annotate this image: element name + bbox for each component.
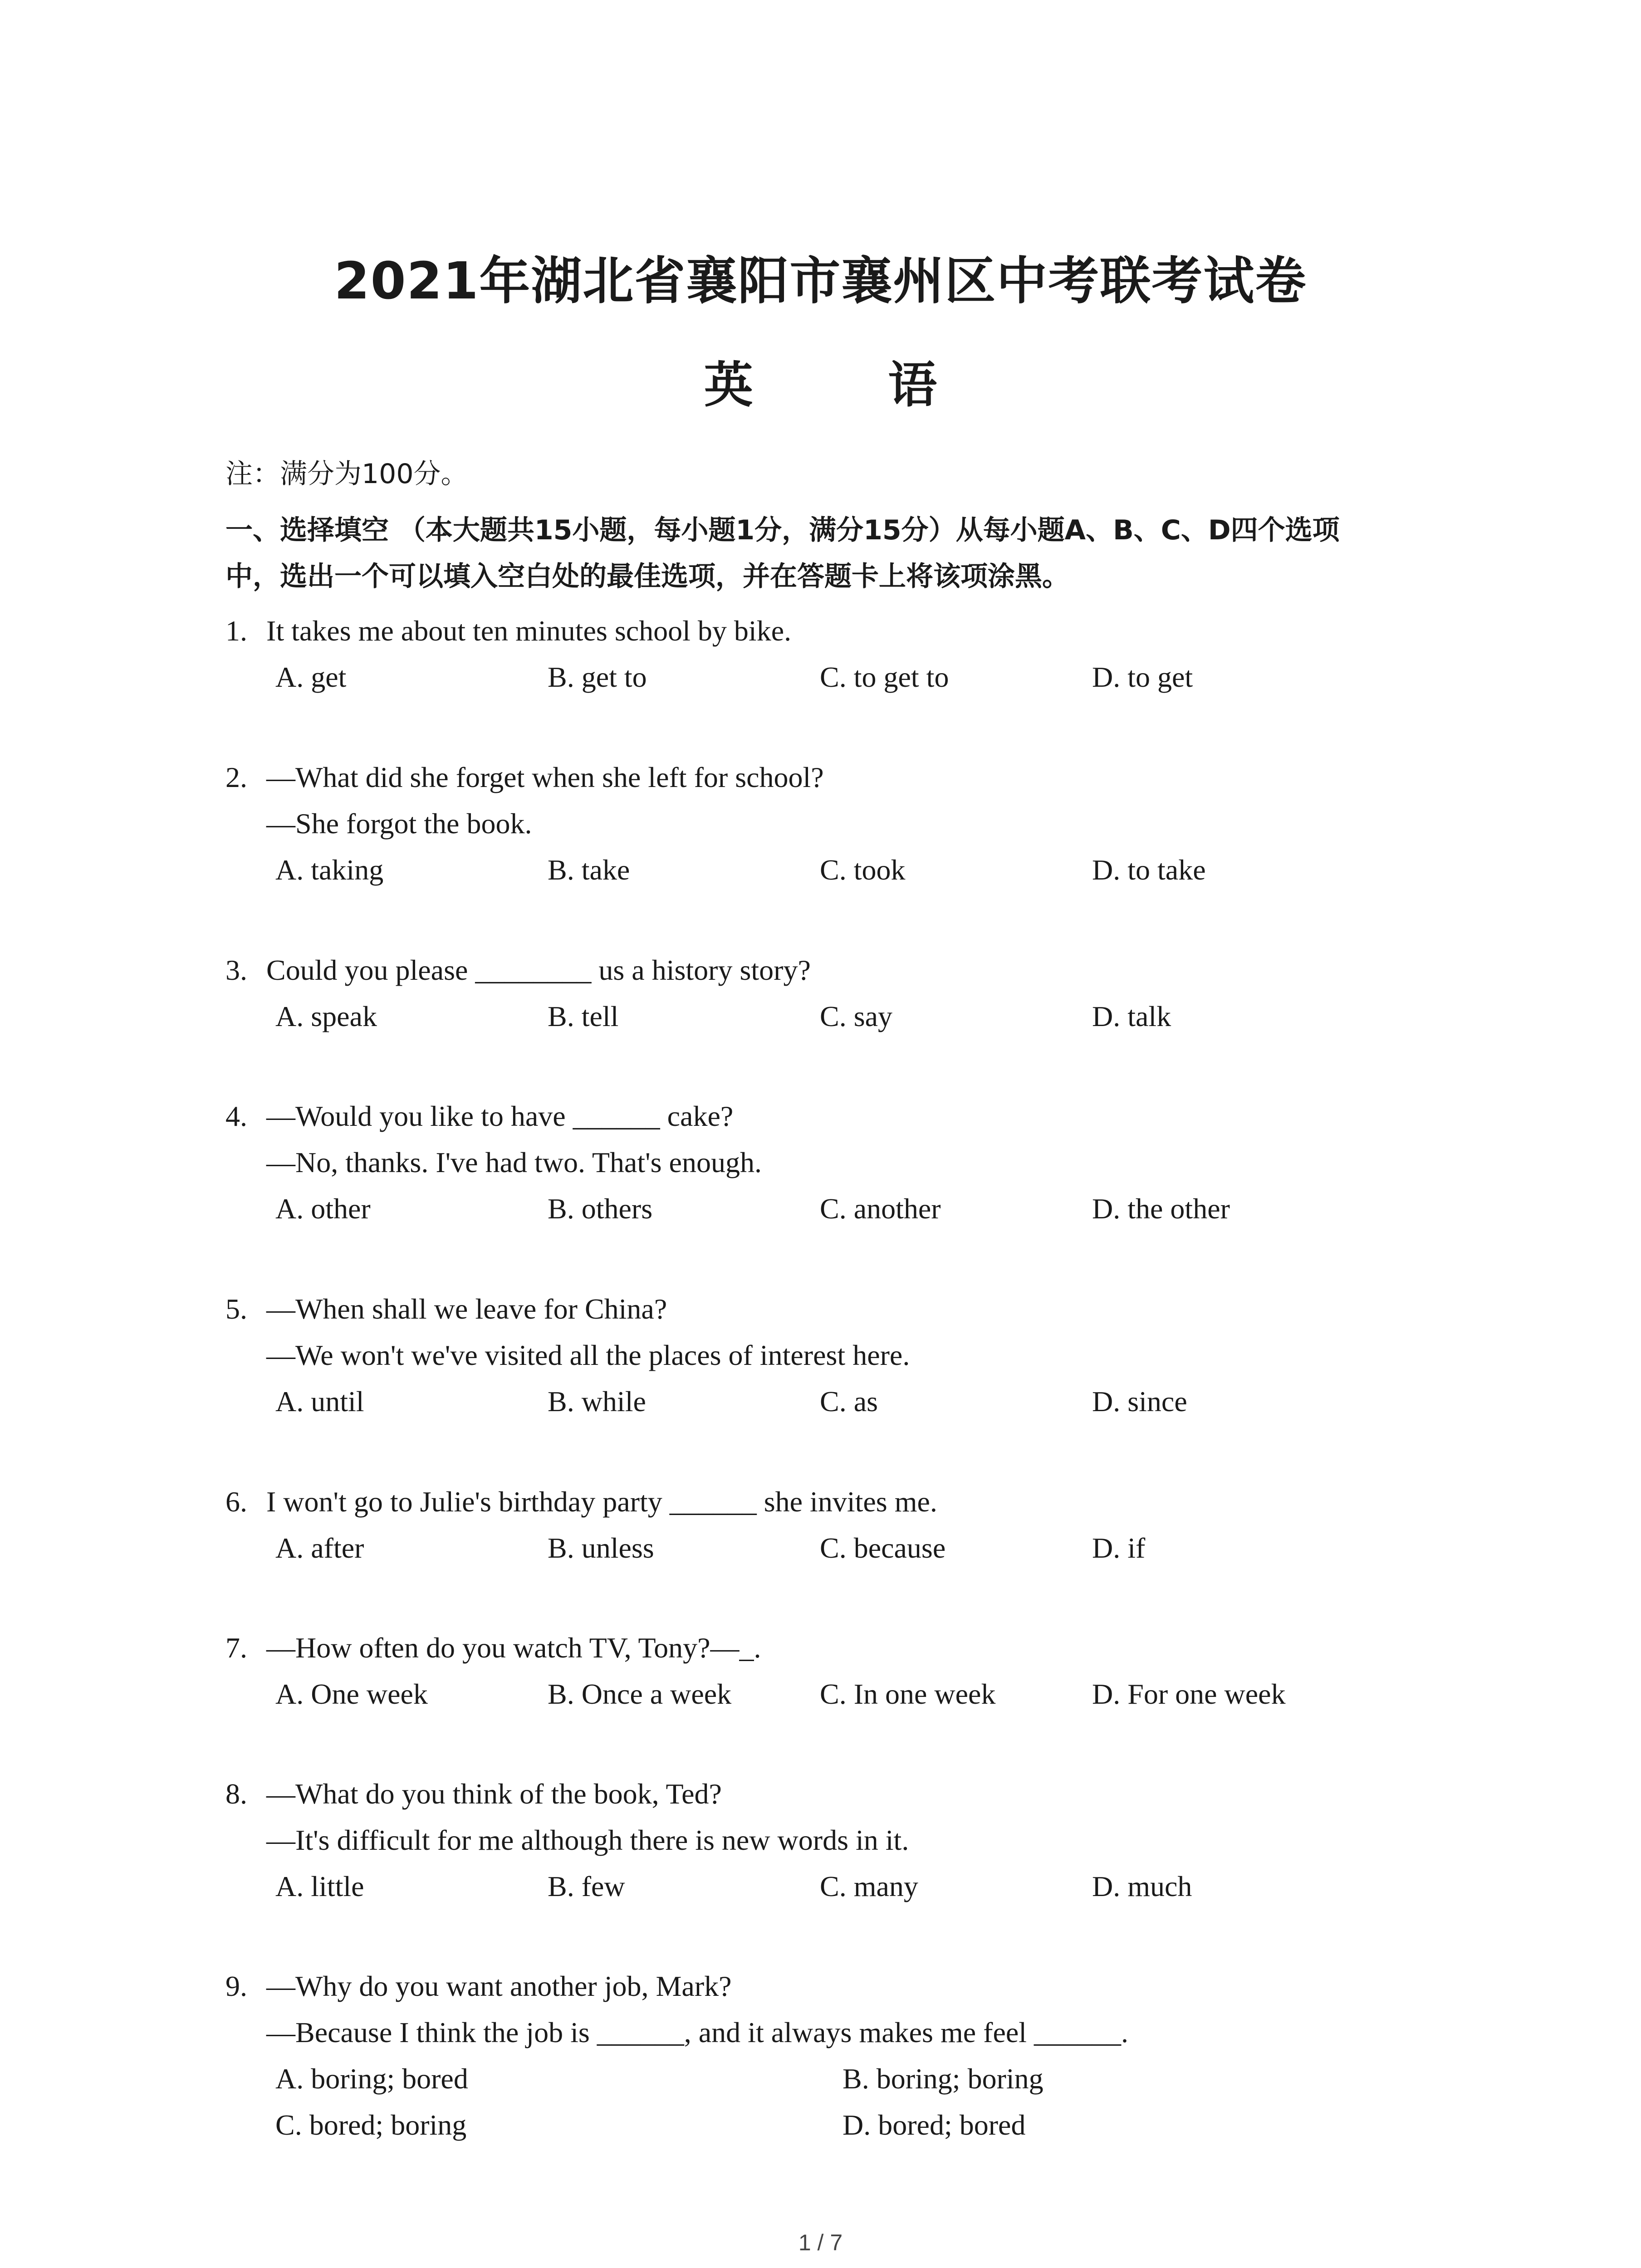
options-row bbox=[225, 654, 1450, 700]
question-8 bbox=[225, 1771, 1450, 1910]
question-2 bbox=[225, 754, 1450, 893]
option-b: B. few bbox=[548, 1870, 625, 1902]
question-number: 3. bbox=[225, 954, 247, 986]
option-a: A. until bbox=[275, 1385, 364, 1418]
question-text: —It's difficult for me although there is new words in it. bbox=[266, 1824, 909, 1856]
score-note: 注：满分为100分。 bbox=[225, 458, 468, 490]
option-a: A. after bbox=[275, 1532, 364, 1564]
question-text: —Would you like to have ______ cake? bbox=[266, 1100, 734, 1132]
question-text: —What do you think of the book, Ted? bbox=[266, 1778, 722, 1810]
option-b: B. unless bbox=[548, 1532, 654, 1564]
option-c: C. because bbox=[820, 1532, 946, 1564]
options-row bbox=[225, 2102, 1450, 2148]
option-d: D. the other bbox=[1092, 1193, 1230, 1225]
question-1 bbox=[225, 608, 1450, 700]
question-text: —Because I think the job is ______, and it always makes me feel ______. bbox=[266, 2016, 1129, 2048]
question-number: 7. bbox=[225, 1632, 247, 1664]
option-a: A. little bbox=[275, 1870, 364, 1902]
option-a: A. speak bbox=[275, 1000, 377, 1032]
option-b: B. get to bbox=[548, 661, 647, 693]
option-d: D. since bbox=[1092, 1385, 1187, 1418]
option-c: C. took bbox=[820, 854, 906, 886]
option-d: D. For one week bbox=[1092, 1678, 1286, 1710]
options-row bbox=[225, 1378, 1450, 1425]
question-number: 8. bbox=[225, 1778, 247, 1810]
option-c: C. to get to bbox=[820, 661, 949, 693]
option-d: D. to take bbox=[1092, 854, 1206, 886]
exam-title: 2021年湖北省襄阳市襄州区中考联考试卷 bbox=[334, 252, 1307, 311]
option-c: C. In one week bbox=[820, 1678, 996, 1710]
option-d: D. bored; bored bbox=[843, 2109, 1026, 2141]
option-d: D. talk bbox=[1092, 1000, 1171, 1032]
question-text: —She forgot the book. bbox=[266, 807, 532, 840]
option-a: A. taking bbox=[275, 854, 384, 886]
question-text: —What did she forget when she left for school? bbox=[266, 761, 824, 793]
question-text: Could you please ________ us a history story? bbox=[266, 954, 811, 986]
question-number: 9. bbox=[225, 1970, 247, 2002]
question-4 bbox=[225, 1093, 1450, 1232]
option-d: D. much bbox=[1092, 1870, 1192, 1902]
question-text: —Why do you want another job, Mark? bbox=[266, 1970, 732, 2002]
question-number: 1. bbox=[225, 615, 247, 647]
question-6 bbox=[225, 1479, 1450, 1571]
option-c: C. say bbox=[820, 1000, 892, 1032]
options-row bbox=[225, 1525, 1450, 1571]
option-a: A. boring; bored bbox=[275, 2063, 468, 2095]
question-text: —How often do you watch TV, Tony?—_. bbox=[266, 1632, 761, 1664]
question-7 bbox=[225, 1625, 1450, 1717]
instruction-line: 一、选择填空 （本大题共15小题，每小题1分，满分15分）从每小题A、B、C、D四个选项 bbox=[225, 514, 1340, 546]
question-text: —No, thanks. I've had two. That's enough. bbox=[266, 1146, 762, 1178]
options-row bbox=[225, 2056, 1450, 2102]
option-a: A. other bbox=[275, 1193, 371, 1225]
options-row bbox=[225, 1671, 1450, 1717]
option-d: D. if bbox=[1092, 1532, 1146, 1564]
option-b: B. take bbox=[548, 854, 630, 886]
option-c: C. as bbox=[820, 1385, 878, 1418]
question-number: 5. bbox=[225, 1293, 247, 1325]
question-text: I won't go to Julie's birthday party ______ she invites me. bbox=[266, 1486, 937, 1518]
options-row bbox=[225, 993, 1450, 1040]
option-c: C. bored; boring bbox=[275, 2109, 467, 2141]
question-3 bbox=[225, 947, 1450, 1040]
page-number: 1 / 7 bbox=[798, 2230, 843, 2255]
question-text: —We won't we've visited all the places of interest here. bbox=[266, 1339, 910, 1371]
option-a: A. get bbox=[275, 661, 347, 693]
options-row bbox=[225, 1863, 1450, 1910]
option-d: D. to get bbox=[1092, 661, 1193, 693]
question-text: —When shall we leave for China? bbox=[266, 1293, 667, 1325]
option-a: A. One week bbox=[275, 1678, 428, 1710]
option-c: C. many bbox=[820, 1870, 918, 1902]
question-9 bbox=[225, 1963, 1450, 2148]
question-number: 6. bbox=[225, 1486, 247, 1518]
option-b: B. Once a week bbox=[548, 1678, 732, 1710]
question-number: 2. bbox=[225, 761, 247, 793]
option-b: B. while bbox=[548, 1385, 646, 1418]
subject-title: 英 语 bbox=[704, 357, 996, 414]
option-b: B. boring; boring bbox=[843, 2063, 1043, 2095]
option-b: B. others bbox=[548, 1193, 653, 1225]
section-instruction bbox=[225, 507, 1441, 600]
option-b: B. tell bbox=[548, 1000, 619, 1032]
question-number: 4. bbox=[225, 1100, 247, 1132]
options-row bbox=[225, 847, 1450, 893]
instruction-line: 中，选出一个可以填入空白处的最佳选项，并在答题卡上将该项涂黑。 bbox=[225, 561, 1069, 592]
options-row bbox=[225, 1186, 1450, 1232]
question-text: It takes me about ten minutes school by bike. bbox=[266, 615, 792, 647]
option-c: C. another bbox=[820, 1193, 941, 1225]
question-5 bbox=[225, 1286, 1450, 1425]
